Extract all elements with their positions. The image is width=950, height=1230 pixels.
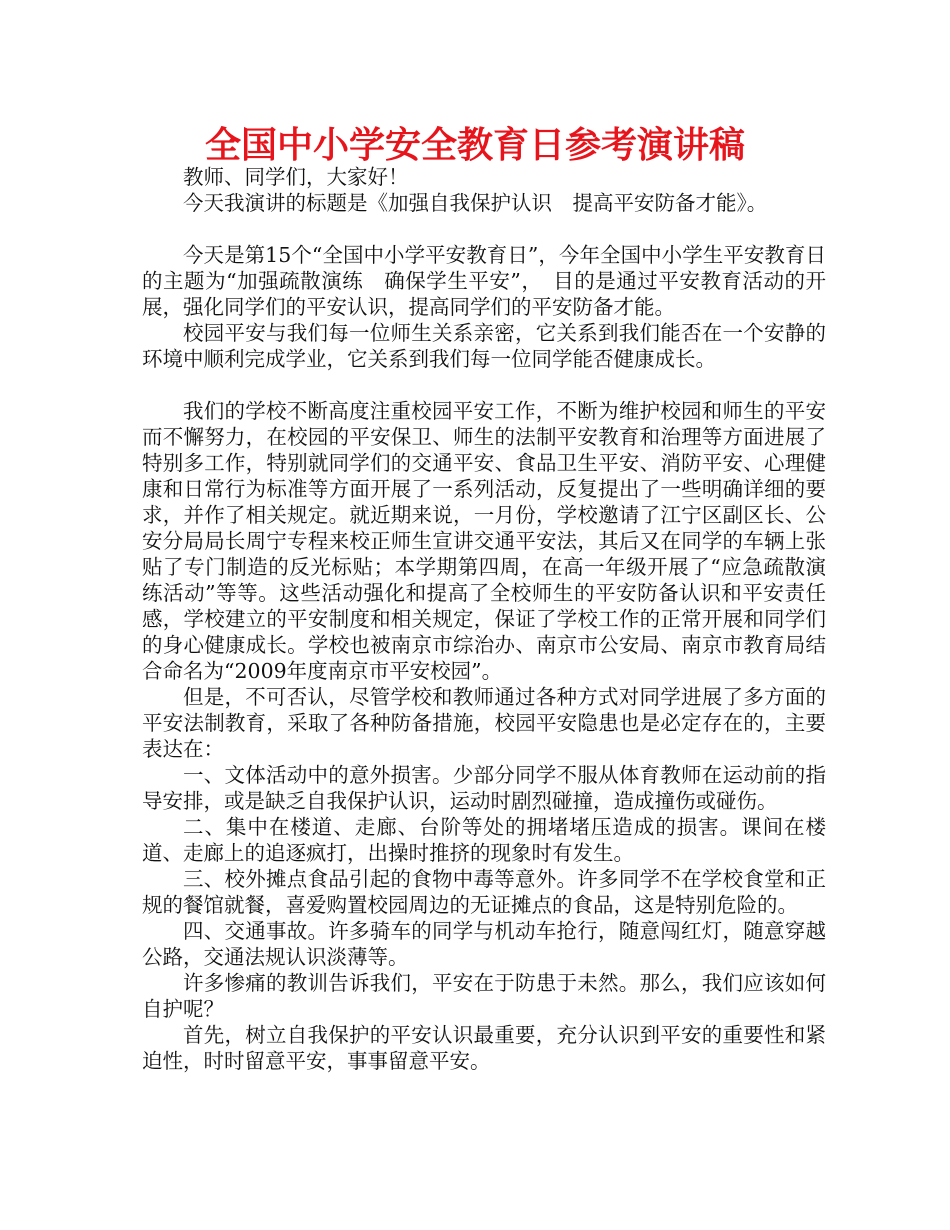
paragraph-greeting: 教师、同学们，大家好！: [183, 165, 409, 189]
paragraph: 今天是第15个“全国中小学平安教育日”，今年全国中小学生平安教育日的主题为“加强疏散演练 确保学生平安”， 目的是通过平安教育活动的开展，强化同学们的平安认识，提高同学们的平安防备才能。: [142, 243, 826, 319]
paragraph: 二、集中在楼道、走廊、台阶等处的拥堵堵压造成的损害。课间在楼道、走廊上的追逐疯打，出操时推挤的现象时有发生。: [142, 815, 826, 865]
paragraph: 四、交通事故。许多骑车的同学与机动车抢行，随意闯红灯，随意穿越公路，交通法规认识淡薄等。: [142, 919, 826, 969]
paragraph: 一、文体活动中的意外损害。少部分同学不服从体育教师在运动前的指导安排，或是缺乏自我保护认识，运动时剧烈碰撞，造成撞伤或碰伤。: [142, 763, 826, 813]
paragraph: 三、校外摊点食品引起的食物中毒等意外。许多同学不在学校食堂和正规的餐馆就餐，喜爱购置校园周边的无证摊点的食品，这是特别危险的。: [142, 867, 826, 917]
paragraph: 许多惨痛的教训告诉我们，平安在于防患于未然。那么，我们应该如何自护呢？: [142, 971, 826, 1021]
document-title: 全国中小学安全教育日参考演讲稿: [204, 125, 745, 166]
paragraph-topic: 今天我演讲的标题是《加强自我保护认识 提高平安防备才能》。: [183, 191, 768, 215]
paragraph: 校园平安与我们每一位师生关系亲密，它关系到我们能否在一个安静的环境中顺利完成学业，它关系到我们每一位同学能否健康成长。: [142, 321, 826, 371]
paragraph: 首先，树立自我保护的平安认识最重要，充分认识到平安的重要性和紧迫性，时时留意平安，事事留意平安。: [142, 1023, 826, 1073]
paragraph: 但是，不可否认，尽管学校和教师通过各种方式对同学进展了多方面的平安法制教育，采取了各种防备措施，校园平安隐患也是必定存在的，主要表达在：: [142, 685, 826, 761]
paragraph: 我们的学校不断高度注重校园平安工作，不断为维护校园和师生的平安而不懈努力，在校园的平安保卫、师生的法制平安教育和治理等方面进展了特别多工作，特别就同学们的交通平安、食品卫生平安、消防平安、心理健康和日常行为标准等方面开展了一系列活动，反复提出了一些明确详细的要求，并作了相关规定。就近期来说，一月份，学校邀请了江宁区副区长、公安分局局长周宁专程来校正师生宣讲交通平安法，其后又在同学的车辆上张贴了专门制造的反光标贴；本学期第四周，在高一年级开展了“应急疏散演练活动”等等。这些活动强化和提高了全校师生的平安防备认识和平安责任感，学校建立的平安制度和相关规定，保证了学校工作的正常开展和同学们的身心健康成长。学校也被南京市综治办、南京市公安局、南京市教育局结合命名为“2009年度南京市平安校园”。: [142, 399, 826, 683]
document-body: [142, 164, 826, 1074]
